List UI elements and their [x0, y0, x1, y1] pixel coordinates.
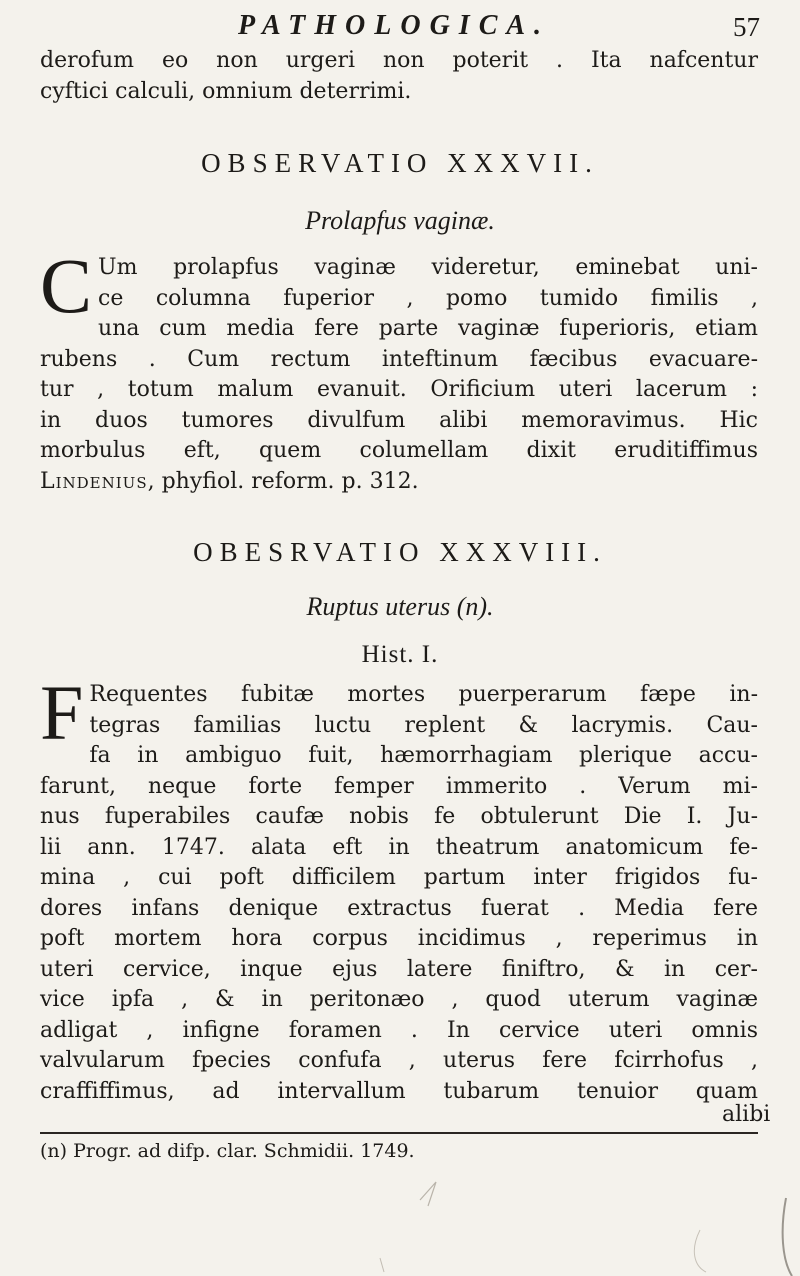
text-line: tur , totum malum evanuit. Orificium uteri lacerum :: [40, 377, 758, 402]
text-line: rubens . Cum rectum inteftinum fæcibus evacuare-: [40, 346, 758, 372]
ink-speck: [420, 1182, 436, 1206]
text-line: farunt, neque forte femper immerito . Verum mi-: [40, 773, 758, 799]
observation-37-subtitle: Prolapfus vaginæ.: [305, 206, 495, 235]
text-line: poft mortem hora corpus incidimus , reperimus in: [40, 926, 758, 951]
history-heading: Hist. I.: [361, 641, 439, 668]
drop-cap-f: F: [40, 669, 84, 756]
text-line: in duos tumores divulfum alibi memoravimus. Hic: [40, 407, 758, 433]
text-line: una cum media fere parte vaginæ fuperioris, etiam: [98, 316, 758, 341]
text-line: craffiffimus, ad intervallum tubarum tenuior quam: [40, 1078, 758, 1104]
catchword: alibi: [722, 1102, 771, 1127]
text-line: fa in ambiguo fuit, hæmorrhagiam plerique accu-: [89, 743, 758, 768]
text-line: derofum eo non urgeri non poterit . Ita nafcentur: [40, 48, 758, 73]
text-line: adligat , infigne foramen . In cervice uteri omnis: [40, 1017, 758, 1043]
observation-38-heading: OBESRVATIO XXXVIII.: [193, 537, 607, 567]
text-line: mina , cui poft difficilem partum inter frigidos fu-: [40, 865, 758, 890]
text-line: vice ipfa , & in peritonæo , quod uterum vaginæ: [40, 987, 758, 1012]
text-line: valvularum fpecies confufa , uterus fere fcirrhofus ,: [40, 1048, 758, 1073]
citation: , phyfiol. reform. p. 312.: [147, 468, 419, 494]
text-line: Um prolapfus vaginæ videretur, eminebat uni-: [98, 255, 758, 280]
observation-37-heading: OBSERVATIO XXXVII.: [201, 148, 599, 178]
author-name: Lindenius: [40, 468, 148, 494]
text-line: nus fuperabiles caufæ nobis fe obtulerunt Die I. Ju-: [40, 804, 758, 829]
text-line: uteri cervice, inque ejus latere finiftro, & in cer-: [40, 956, 758, 982]
observation-38-subtitle: Ruptus uterus (n).: [306, 592, 494, 621]
running-title: PATHOLOGICA.: [238, 10, 551, 41]
text-line: Requentes fubitæ mortes puerperarum fæpe in-: [89, 682, 758, 707]
drop-cap-c: C: [40, 242, 93, 329]
text-line: dores infans denique extractus fuerat . Media fere: [40, 895, 758, 921]
page-edge-mark: [783, 1198, 792, 1276]
text-line: ce columna fuperior , pomo tumido fimilis ,: [98, 285, 758, 311]
text-line: lii ann. 1747. alata eft in theatrum anatomicum fe-: [40, 834, 758, 860]
page-number: 57: [733, 12, 760, 42]
text-line: morbulus eft, quem columellam dixit eruditiffimus: [40, 438, 758, 463]
ink-speck: [694, 1230, 706, 1272]
footnote: (n) Progr. ad difp. clar. Schmidii. 1749.: [40, 1140, 415, 1162]
ink-speck: [380, 1258, 384, 1272]
text-line: tegras familias luctu replent & lacrymis. Cau-: [89, 712, 758, 738]
text-line: cyftici calculi, omnium deterrimi.: [40, 78, 412, 104]
